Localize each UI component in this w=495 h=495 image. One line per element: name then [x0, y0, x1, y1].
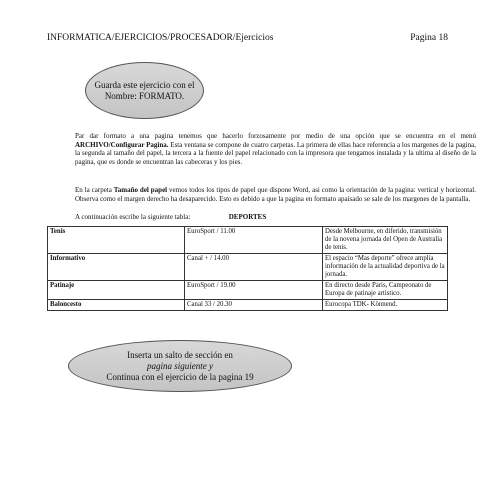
callout-bottom-text: Inserta un salto de sección en: [127, 349, 233, 360]
table-row: [48, 254, 448, 281]
paragraph-2-text-b: vemos todos los tipos de papel que dispone Word, asi como la orientación de la pagina: vertical y horizontal. Observa como el margen derecho ha desaparecido. Esto es debido a que la pagina en formato apaisado se sale de los margenes de la pantalla.: [75, 186, 477, 203]
cell-sport: Informativo: [48, 254, 185, 281]
callout-line-1: Guarda este ejercicio con el: [94, 79, 195, 90]
cell-channel: EuroSport / 11.00: [185, 227, 323, 254]
header-path: INFORMATICA/EJERCICIOS/PROCESADOR/Ejercicios: [47, 33, 274, 43]
paragraph-1-text-a: Par dar formato a una pagina tenemos que hacerlo forzosamente por medio de una opción que se encuentra en el menú: [75, 132, 476, 140]
cell-description: En directo desde Paris, Campeonato de Europa de patinaje artistico.: [323, 281, 448, 300]
cell-description: Eurocopa TDK- Könnend.: [323, 300, 448, 311]
paragraph-2-text-a: En la carpeta: [75, 186, 114, 194]
section-break-callout: [68, 340, 292, 392]
table-row: [48, 281, 448, 300]
table-title: DEPORTES: [228, 213, 267, 221]
paragraph-paper-size: [47, 186, 476, 203]
cell-description: Desde Melbourne, en diferido, transmisión de la novena jornada del Open de Australia de tenis.: [323, 227, 448, 254]
save-instruction-callout: [85, 62, 204, 119]
callout-bottom-line-1: [106, 350, 253, 372]
cell-sport: Patinaje: [48, 281, 185, 300]
callout-line-2: Nombre: FORMATO.: [104, 90, 185, 101]
header-page-number: Pagina 18: [410, 33, 448, 43]
paragraph-1-text-b: Esta ventana se compone de cuatro carpetas. La primera de ellas hace referencia a los margenes de la pagina, la segunda al tamaño del papel, la tercera a la fuente del papel relacionado con la impresora que tengamos instalada y la ultima al diseño de la pagina, que es donde se encuentran las cabeceras y los pies.: [75, 140, 476, 166]
cell-channel: Canal + / 14.00: [185, 254, 323, 281]
callout-bottom-italic: pagina siguiente y: [146, 360, 213, 371]
paragraph-1-bold: ARCHIVO/Configurar Pagina.: [75, 140, 169, 149]
paragraph-page-setup: [47, 132, 476, 166]
cell-sport: Baloncesto: [48, 300, 185, 311]
paragraph-table-instruction: A continuación escribe la siguiente tabla:: [75, 213, 191, 221]
cell-sport: Tenis: [48, 227, 185, 254]
table-row: [48, 227, 448, 254]
cell-channel: Canal 33 / 20.30: [185, 300, 323, 311]
cell-channel: EuroSport / 19.00: [185, 281, 323, 300]
sports-table: [47, 226, 448, 311]
table-row: [48, 300, 448, 311]
cell-description: El espacio “Mas deporte” ofrece amplia información de la actualidad deportiva de la jornada.: [323, 254, 448, 281]
paragraph-2-bold: Tamaño del papel: [113, 186, 168, 194]
callout-bottom-line-2: Continua con el ejercicio de la pagina 19: [106, 371, 254, 382]
